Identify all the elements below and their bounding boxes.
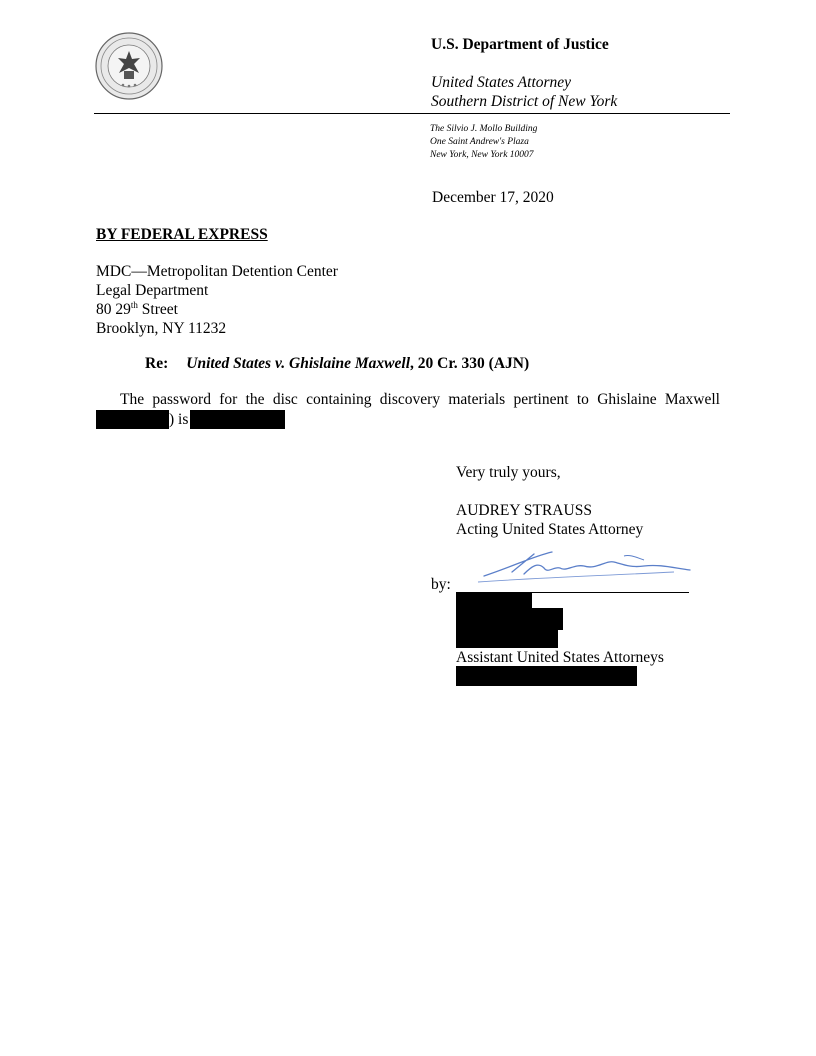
recipient-street: 80 29th Street: [96, 299, 178, 318]
letterhead-divider: [94, 113, 730, 114]
closing-salutation: Very truly yours,: [456, 464, 561, 481]
redaction-block: [190, 410, 285, 429]
department-name: U.S. Department of Justice: [431, 36, 609, 53]
body-line-2: ) is: [96, 410, 720, 430]
redaction-block: [456, 666, 637, 686]
body-line-1: The password for the disc containing discovery materials pertinent to Ghislaine Maxwell: [120, 391, 720, 408]
office-name: [431, 73, 617, 111]
recipient-city: Brooklyn, NY 11232: [96, 320, 227, 337]
address-line-3: New York, New York 10007: [430, 150, 534, 160]
letter-body: [96, 390, 720, 430]
office-address: [430, 123, 537, 162]
doj-seal-icon: [94, 31, 164, 101]
signers-title: Assistant United States Attorneys: [456, 649, 664, 666]
signer-block: [456, 501, 643, 539]
address-line-2: One Saint Andrew's Plaza: [430, 137, 529, 147]
case-caption: United States v. Ghislaine Maxwell, 20 Cr. 330 (AJN): [186, 355, 530, 372]
office-line-2: Southern District of New York: [431, 93, 618, 110]
redaction-block: [456, 608, 563, 630]
office-line-1: United States Attorney: [431, 74, 572, 91]
subject-line: [145, 355, 529, 373]
signer-name: AUDREY STRAUSS: [456, 502, 592, 519]
recipient-line-2: Legal Department: [96, 282, 209, 299]
by-label: by:: [431, 576, 451, 593]
signer-title: Acting United States Attorney: [456, 521, 644, 538]
recipient-line-1: MDC—Metropolitan Detention Center: [96, 263, 338, 280]
delivery-method: BY FEDERAL EXPRESS: [96, 226, 268, 243]
letter-date: December 17, 2020: [432, 189, 554, 206]
redaction-block: [96, 410, 169, 429]
address-line-1: The Silvio J. Mollo Building: [430, 124, 538, 134]
handwritten-signature: [474, 546, 696, 594]
subject-label: Re:: [145, 355, 169, 372]
redaction-block: [456, 628, 558, 648]
recipient-address: [96, 262, 338, 338]
